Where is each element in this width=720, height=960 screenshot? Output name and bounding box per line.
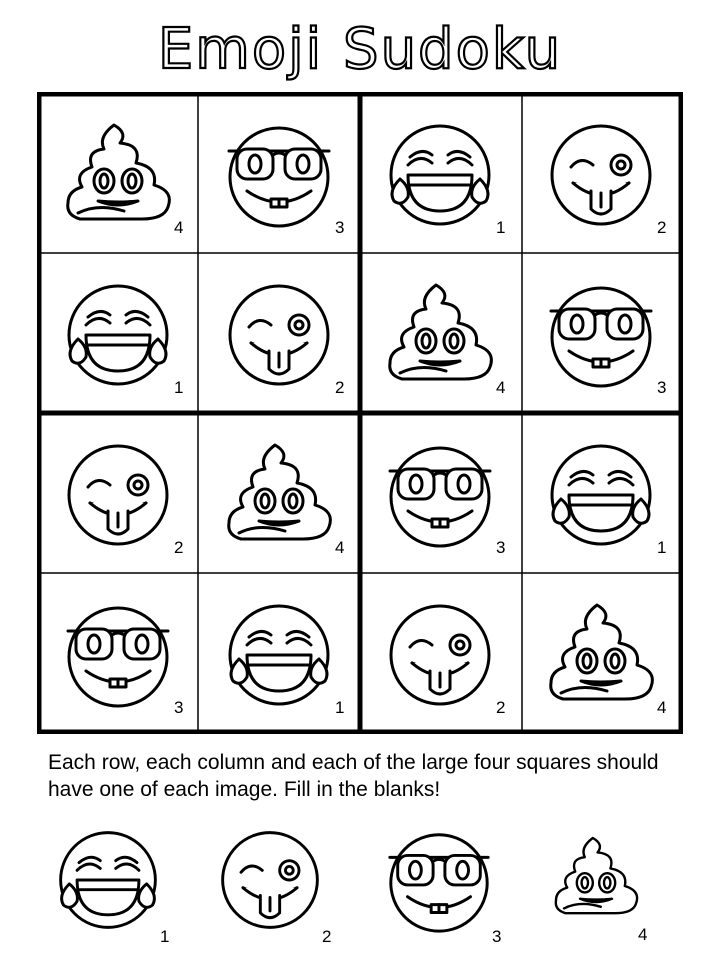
wink-emoji-icon <box>380 595 500 715</box>
sudoku-cell[interactable] <box>362 575 520 731</box>
nerd-emoji-icon <box>541 275 661 395</box>
instructions-text: Each row, each column and each of the large four squares should have one of each image. Fill in the blanks! <box>48 751 659 801</box>
wink-emoji-icon <box>541 115 661 235</box>
legend-number: 4 <box>638 925 648 944</box>
wink-emoji-icon <box>58 435 178 555</box>
laugh-emoji-icon <box>219 595 339 715</box>
sudoku-cell[interactable] <box>201 255 359 411</box>
cell-number: 1 <box>657 538 667 557</box>
legend-number: 3 <box>492 927 502 946</box>
cell-number: 4 <box>174 218 184 237</box>
emoji-legend <box>0 820 720 960</box>
nerd-emoji-icon <box>219 115 339 235</box>
cell-number: 4 <box>657 698 667 717</box>
nerd-emoji-icon <box>380 822 498 940</box>
cell-number: 3 <box>657 378 667 397</box>
page-title-text: Emoji Sudoku <box>157 17 563 82</box>
laugh-emoji-icon <box>58 275 178 395</box>
cell-number: 1 <box>496 218 506 237</box>
sudoku-cell[interactable] <box>201 415 359 571</box>
sudoku-cell[interactable] <box>362 95 520 251</box>
cell-number: 2 <box>335 378 345 397</box>
cell-number: 1 <box>335 698 345 717</box>
sudoku-cell[interactable] <box>40 415 198 571</box>
cell-number: 4 <box>335 538 345 557</box>
legend-item-wink <box>212 822 332 946</box>
sudoku-cell[interactable] <box>523 255 681 411</box>
sudoku-cell[interactable] <box>523 415 681 571</box>
cell-number: 3 <box>335 218 345 237</box>
sudoku-cell[interactable] <box>201 575 359 731</box>
legend-number: 2 <box>322 927 332 946</box>
wink-emoji-icon <box>219 275 339 395</box>
wink-emoji-icon <box>212 822 328 938</box>
sudoku-board <box>37 92 683 734</box>
poop-emoji-icon <box>380 275 500 395</box>
cell-number: 3 <box>496 538 506 557</box>
poop-emoji-icon <box>58 115 178 235</box>
laugh-emoji-icon <box>50 822 166 938</box>
sudoku-cell[interactable] <box>362 415 520 571</box>
legend-item-poop <box>548 830 648 944</box>
laugh-emoji-icon <box>541 435 661 555</box>
cell-number: 1 <box>174 378 184 397</box>
cell-number: 4 <box>496 378 506 397</box>
legend-number: 1 <box>160 927 170 946</box>
cell-number: 2 <box>657 218 667 237</box>
poop-emoji-icon <box>219 435 339 555</box>
legend-item-laugh <box>50 822 170 946</box>
sudoku-cell[interactable] <box>523 575 681 731</box>
sudoku-cell[interactable] <box>40 255 198 411</box>
poop-emoji-icon <box>541 595 661 715</box>
poop-emoji-icon <box>548 830 644 926</box>
cell-number: 2 <box>496 698 506 717</box>
legend-item-nerd <box>380 822 502 946</box>
sudoku-cell[interactable] <box>40 95 198 251</box>
nerd-emoji-icon <box>380 435 500 555</box>
sudoku-cell[interactable] <box>40 575 198 731</box>
cell-number: 3 <box>174 698 184 717</box>
cell-number: 2 <box>174 538 184 557</box>
nerd-emoji-icon <box>58 595 178 715</box>
sudoku-cell[interactable] <box>523 95 681 251</box>
sudoku-cell[interactable] <box>362 255 520 411</box>
page-title <box>0 0 720 90</box>
sudoku-cell[interactable] <box>201 95 359 251</box>
laugh-emoji-icon <box>380 115 500 235</box>
